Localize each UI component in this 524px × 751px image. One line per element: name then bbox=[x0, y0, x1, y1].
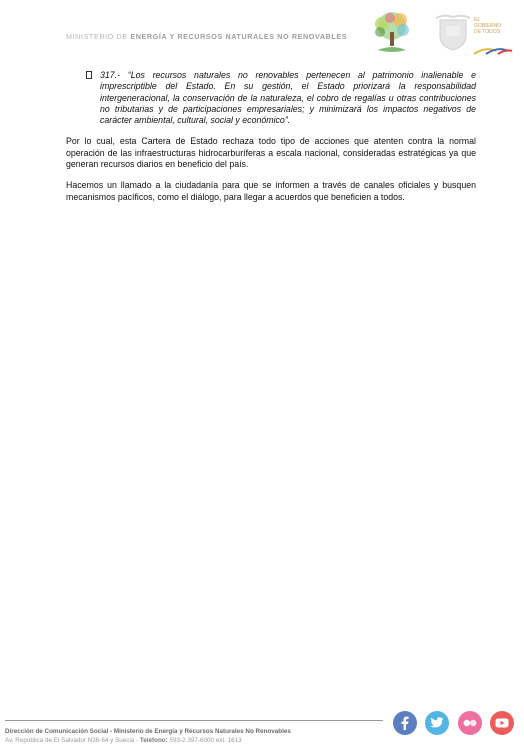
article-317-quote: 317.- “Los recursos naturales no renovables pertenecen al patrimonio inalienable e imprescriptible del Estado. En su gestión, el Estado priorizará la responsabilidad intergeneracional, la conservación de la naturaleza, el cobro de regalías u otras contribuciones no tributarias y de participaciones empresariales; y minimizará los impactos negativos de carácter ambiental, cultural, social y económico”. bbox=[100, 70, 476, 126]
bullet-box-icon bbox=[86, 71, 92, 79]
ministry-title bbox=[66, 32, 347, 41]
footer-phone-label: Teléfono: bbox=[139, 737, 168, 744]
constitution-article-bullet bbox=[66, 70, 476, 126]
page-footer bbox=[0, 710, 524, 751]
document-body bbox=[66, 68, 476, 203]
gobierno-de-todos-text: EL GOBIERNO DE TODOS bbox=[474, 17, 501, 35]
letterhead bbox=[0, 0, 524, 66]
ministry-name: ENERGÍA Y RECURSOS NATURALES NO RENOVABLES bbox=[130, 32, 348, 41]
coat-of-arms-icon bbox=[434, 14, 472, 52]
paragraph-call-to-citizens: Hacemos un llamado a la ciudadanía para que se informen a través de canales oficiales y busquen mecanismos pacíficos, como el diálogo, para llegar a acuerdos que beneficien a todos. bbox=[66, 180, 476, 202]
facebook-icon[interactable] bbox=[393, 711, 417, 735]
tree-logo-icon bbox=[368, 10, 416, 56]
ministry-prefix: MINISTERIO DE bbox=[66, 32, 131, 41]
footer-phone: 593-2 397-6000 ext. 1613 bbox=[167, 737, 242, 744]
flickr-icon[interactable] bbox=[458, 711, 482, 735]
footer-divider bbox=[5, 720, 383, 721]
gobierno-swoosh-icon bbox=[472, 46, 514, 56]
twitter-icon[interactable] bbox=[425, 711, 449, 735]
youtube-icon[interactable] bbox=[490, 711, 514, 735]
footer-department: Dirección de Comunicación Social - Ministerio de Energía y Recursos Naturales No Renovables bbox=[5, 728, 291, 735]
paragraph-rejection: Por lo cual, esta Cartera de Estado rechaza todo tipo de acciones que atenten contra la normal operación de las infraestructuras hidrocarburíferas a escala nacional, consideradas estratégicas ya que generan recursos diarios en beneficio del país. bbox=[66, 136, 476, 170]
footer-address bbox=[5, 737, 242, 744]
footer-address-text: Av. República de El Salvador N36-64 y Suecia - bbox=[5, 737, 140, 744]
